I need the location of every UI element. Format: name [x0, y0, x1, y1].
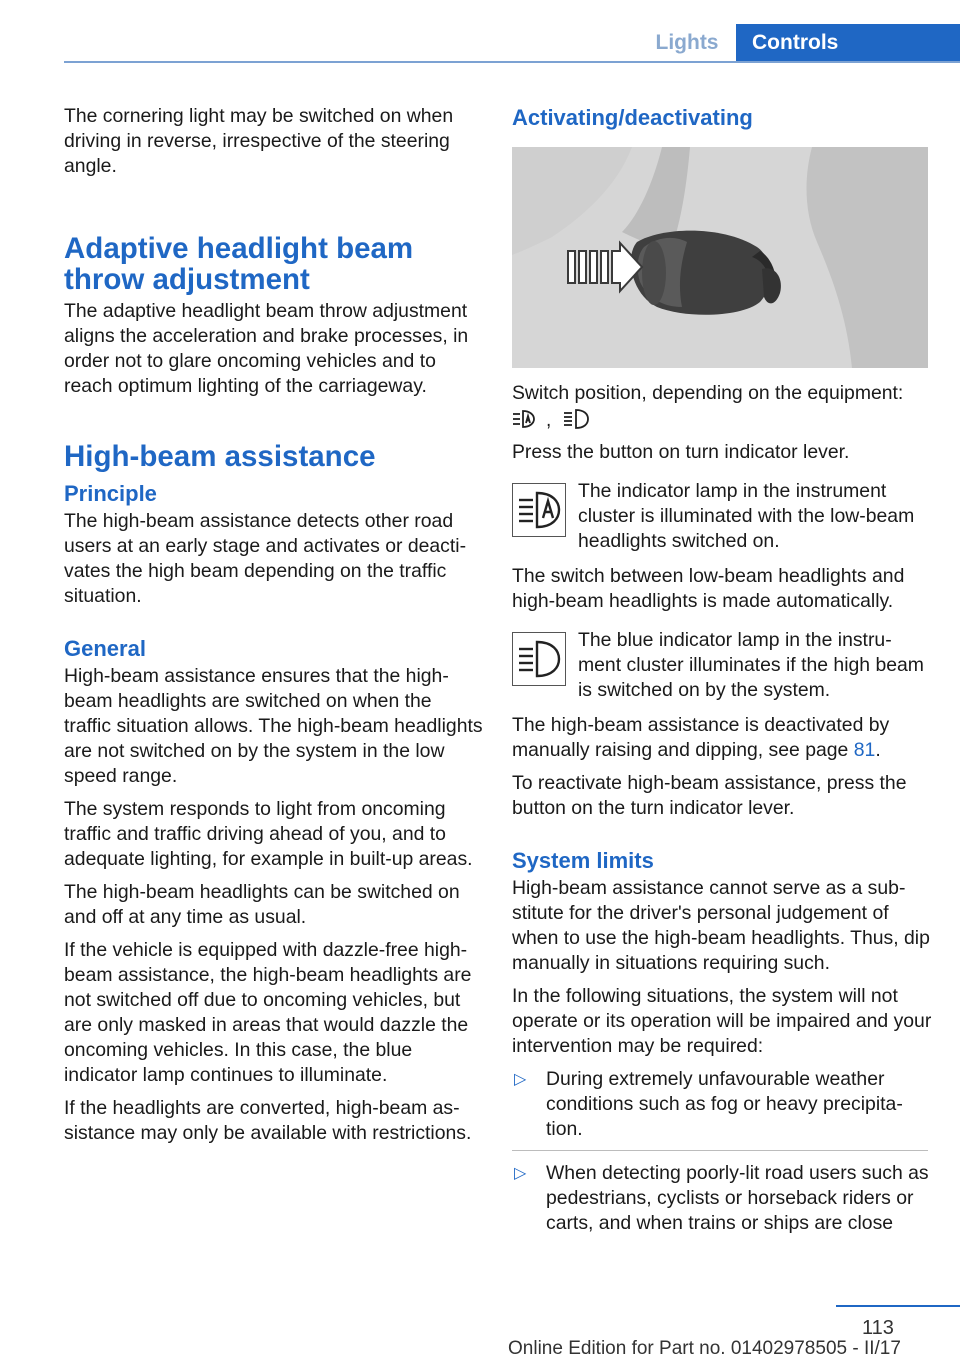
limits-paragraph-2: In the following situations, the system will not operate or its operation will be impaired and your intervention may be required:: [512, 985, 932, 1057]
low-beam-indicator-block: [512, 479, 932, 554]
switch-position-paragraph: Switch position, depending on the equipment:: [512, 382, 904, 404]
high-beam-indicator-block: [512, 628, 932, 703]
bullet-text: When detecting poorly-lit road users such as pedestrians, cyclists or horseback riders or carts, and when trains or ships are close: [546, 1162, 929, 1234]
bullet-text: During extremely unfavourable weather conditions such as fog or heavy precipitation.: [546, 1068, 903, 1140]
turn-indicator-lever-illustration: [512, 147, 928, 368]
press-button-paragraph: Press the button on turn indicator lever.: [512, 441, 850, 463]
principle-heading: Principle: [64, 481, 157, 506]
auto-headlight-indicator-icon: [512, 483, 566, 537]
edition-footer: Online Edition for Part no. 01402978505 - II/17: [508, 1338, 901, 1359]
deactivation-end: .: [875, 739, 881, 761]
right-column: [512, 104, 932, 1244]
lever-drawing: [512, 147, 928, 368]
principle-paragraph: The high-beam assistance detects other road users at an early stage and activates or deactivates the high beam depending on the traffic situation.: [64, 510, 467, 607]
low-beam-indicator-text: The indicator lamp in the instrument cluster is illuminated with the low-beam headlights switched on.: [578, 480, 915, 552]
page-header: [638, 24, 960, 62]
auto-high-beam-icon: [512, 408, 536, 435]
high-beam-assist-icon: [563, 408, 589, 435]
list-item: [512, 1067, 932, 1142]
list-divider: [512, 1150, 928, 1151]
general-paragraph-3: The high-beam headlights can be switched on and off at any time as usual.: [64, 881, 460, 928]
reactivation-paragraph: To reactivate high-beam assistance, press the button on the turn indicator lever.: [512, 772, 907, 819]
list-item: [512, 1161, 932, 1236]
general-paragraph-2: The system responds to light from oncoming traffic and traffic driving ahead of you, and to adequate lighting, for example in built-up areas.: [64, 798, 473, 870]
cornering-paragraph: The cornering light may be switched on when driving in reverse, irrespective of the steering angle.: [64, 105, 454, 177]
system-limits-heading: System limits: [512, 848, 654, 873]
header-section-tab[interactable]: Lights: [638, 24, 736, 62]
symbol-separator: ,: [546, 410, 552, 431]
switch-symbols: [512, 408, 932, 434]
page-number: 113: [862, 1317, 894, 1339]
general-paragraph-1: High-beam assistance ensures that the high-beam headlights are switched on when the traffic situation allows. The high-beam headlights are not switched on by the system in the low speed range.: [64, 665, 483, 787]
general-heading: General: [64, 636, 146, 661]
left-column: [64, 104, 484, 1154]
adaptive-heading: Adaptive headlight beam throw adjustment: [64, 232, 414, 296]
header-chapter-tab[interactable]: Controls: [736, 24, 960, 62]
header-rule: [64, 61, 960, 63]
adaptive-paragraph: The adaptive headlight beam throw adjustment aligns the acceleration and brake processes, in order not to glare oncoming vehicles and to reach optimum lighting of the carriageway.: [64, 300, 469, 397]
bullet-triangle-icon: ▷: [514, 1071, 527, 1088]
deactivation-text: The high-beam assistance is deactivated by manually raising and dipping, see page: [512, 714, 890, 761]
high-beam-indicator-icon: [512, 632, 566, 686]
general-paragraph-4: If the vehicle is equipped with dazzle-free high-beam assistance, the high-beam headlights are not switched off due to oncoming vehicles, but are only masked in areas that would dazzle the oncoming vehicles. In this case, the blue indicator lamp continues to illuminate.: [64, 939, 472, 1086]
page-81-link[interactable]: 81: [853, 739, 876, 761]
high-beam-heading: High-beam assistance: [64, 440, 376, 473]
footer-rule: [836, 1305, 960, 1307]
activating-heading: Activating/deactivating: [512, 105, 753, 130]
limits-bullet-list: [512, 1067, 932, 1236]
limits-paragraph-1: High-beam assistance cannot serve as a substitute for the driver's personal judgement of when to use the high-beam headlights. Thus, dip manually in situations requiring such.: [512, 877, 930, 974]
bullet-triangle-icon: ▷: [514, 1165, 527, 1182]
general-paragraph-5: If the headlights are converted, high-beam assistance may only be available with restrictions.: [64, 1097, 472, 1144]
automatic-switch-paragraph: The switch between low-beam headlights and high-beam headlights is made automatically.: [512, 565, 905, 612]
deactivation-paragraph: [512, 713, 932, 763]
high-beam-indicator-text: The blue indicator lamp in the instrument cluster illuminates if the high beam is switched on by the system.: [578, 629, 924, 701]
